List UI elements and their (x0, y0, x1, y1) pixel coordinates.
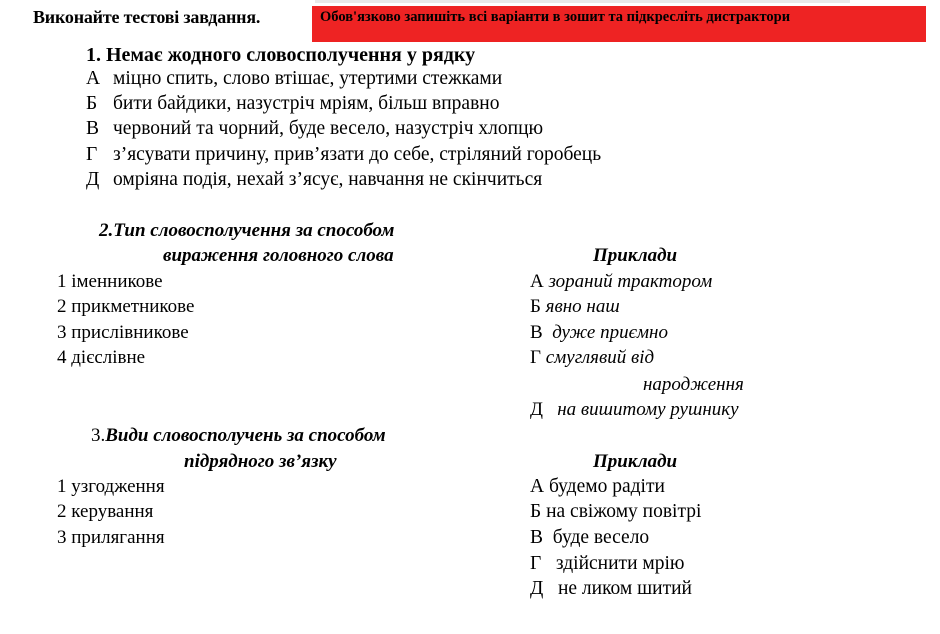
option-text: бити байдики, назустріч мріям, більш вправно (113, 93, 500, 114)
question-2-title-line1: 2.Тип словосполучення за способом (99, 220, 395, 241)
option-letter: А (86, 68, 101, 89)
q3-example-b (530, 501, 701, 523)
question-3-title-line1 (91, 425, 386, 447)
example-text: здійснити мрію (555, 553, 685, 574)
q2-example-d (530, 347, 654, 369)
instruction-banner (312, 6, 926, 42)
question-3-title-text: Види словосполучень за способом (105, 425, 386, 446)
q3-example-c (530, 527, 649, 549)
q3-example-e (530, 578, 692, 600)
example-text: не ликом шитий (557, 578, 692, 599)
option-text: омріяна подія, нехай з’ясує, навчання не скінчиться (113, 169, 543, 190)
q2-example-b (530, 296, 620, 318)
q3-example-d (530, 553, 684, 575)
example-text: на вишитому рушнику (557, 399, 739, 420)
question-2-title-line2: вираження головного слова (163, 245, 394, 266)
q2-example-c (530, 322, 668, 344)
q2-example-a (530, 271, 712, 293)
question-3-examples-title: Приклади (593, 451, 678, 472)
example-letter: Д (530, 399, 543, 420)
q1-option-e (86, 169, 542, 191)
example-text: буде весело (552, 527, 650, 548)
q1-option-d (86, 144, 601, 166)
example-text: зораний трактором (548, 271, 713, 292)
q2-example-e (530, 399, 739, 421)
option-letter: Г (86, 144, 98, 165)
option-letter: Д (86, 169, 100, 190)
question-2-examples-title: Приклади (593, 245, 678, 266)
example-letter: А (530, 476, 545, 497)
example-letter: Г (530, 553, 542, 574)
q3-example-a (530, 476, 665, 498)
option-letter: В (86, 118, 100, 139)
example-text: дуже приємно (552, 322, 668, 343)
q2-example-d-continuation: народження (643, 374, 744, 395)
example-text: явно наш (545, 296, 620, 317)
q1-option-b (86, 93, 499, 115)
q2-item-3: 3 прислівникове (57, 322, 189, 343)
top-divider (315, 0, 850, 3)
example-letter: Б (530, 501, 542, 522)
option-text: червоний та чорний, буде весело, назустріч хлопцю (113, 118, 544, 139)
q2-item-4: 4 дієслівне (57, 347, 146, 368)
q1-option-c (86, 118, 543, 140)
instruction-text: Обов'язково запишіть всі варіанти в зошит та підкресліть дистрактори (320, 9, 791, 25)
example-text: смуглявий від (545, 347, 655, 368)
example-letter: Г (530, 347, 541, 368)
task-heading: Виконайте тестові завдання. (33, 7, 261, 27)
question-3-title-line2: підрядного зв’язку (184, 451, 337, 472)
example-letter: А (530, 271, 544, 292)
q3-item-3: 3 прилягання (57, 527, 165, 548)
q3-item-1: 1 узгодження (57, 476, 165, 497)
example-text: на свіжому повітрі (546, 501, 702, 522)
option-text: з’ясувати причину, прив’язати до себе, стріляний горобець (113, 144, 602, 165)
q3-item-2: 2 керування (57, 501, 154, 522)
question-3-number: 3. (91, 425, 106, 446)
example-text: будемо радіти (548, 476, 665, 497)
question-1-title: 1. Немає жодного словосполучення у рядку (86, 44, 476, 66)
q2-item-2: 2 прикметникове (57, 296, 195, 317)
example-letter: В (530, 527, 544, 548)
example-letter: Б (530, 296, 541, 317)
option-letter: Б (86, 93, 98, 114)
q2-item-1: 1 іменникове (57, 271, 163, 292)
option-text: міцно спить, слово втішає, утертими стежками (113, 68, 503, 89)
example-letter: Д (530, 578, 544, 599)
q1-option-a (86, 68, 502, 90)
example-letter: В (530, 322, 543, 343)
